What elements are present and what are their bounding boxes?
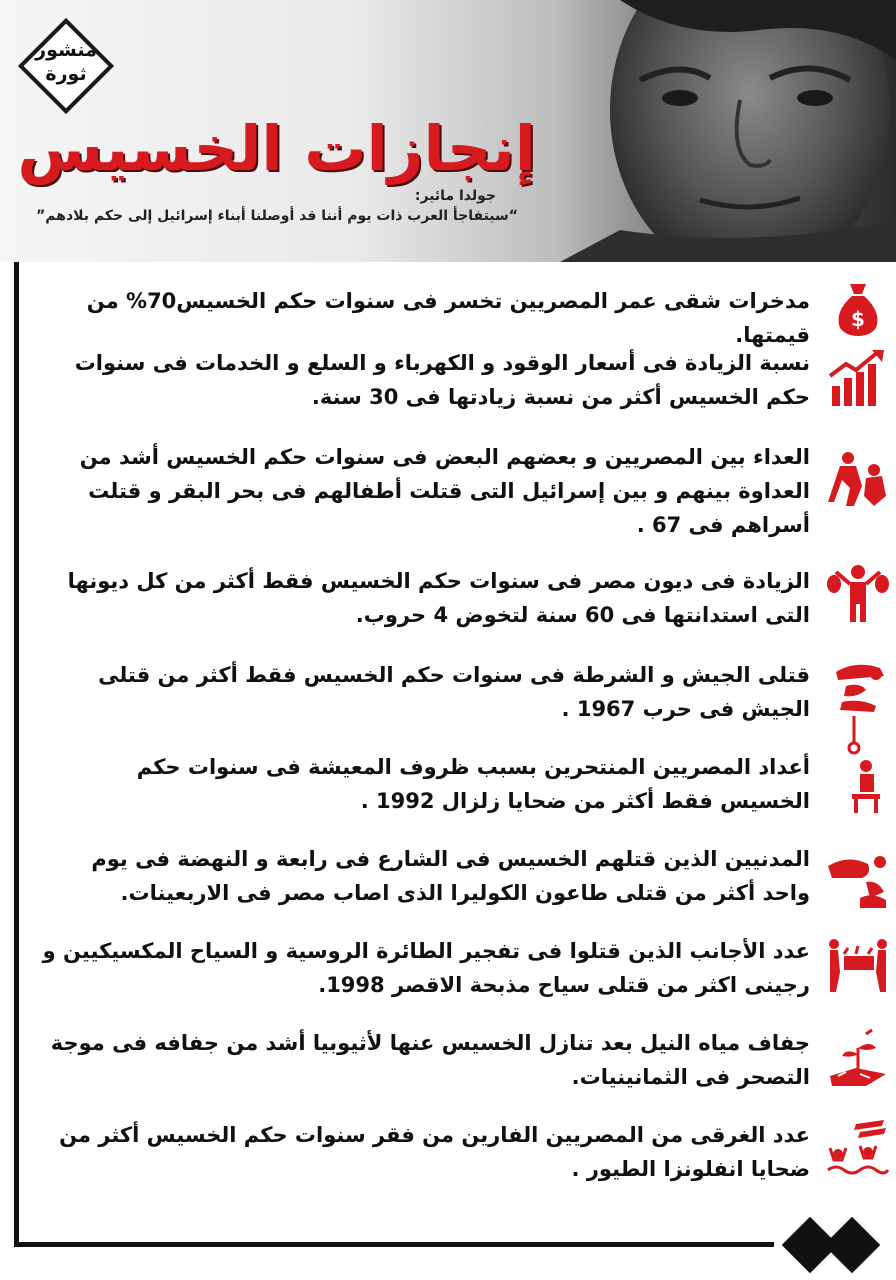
fighting-people-icon — [826, 446, 890, 510]
list-item-text: الزيادة فى ديون مصر فى سنوات حكم الخسيس فقط أكثر من كل ديونها التى استدانتها فى 60 سنة لتخوض 4 حروب. — [67, 569, 810, 627]
explosion-icon — [826, 930, 890, 994]
victims-icon — [826, 848, 890, 912]
drought-icon — [826, 1028, 890, 1092]
page-title: إنجازات الخسيس — [17, 112, 536, 185]
list-item-text: المدنيين الذين قتلهم الخسيس فى الشارع فى رابعة و النهضة فى يوم واحد أكثر من قتلى طاعون الكوليرا الذى اصاب مصر فى الاربعينات. — [91, 847, 810, 905]
svg-text:$: $ — [851, 307, 865, 331]
list-item-text: العداء بين المصريين و بعضهم البعض فى سنوات حكم الخسيس أشد من العداوة بينهم و بين إسرائيل التى قتلت أطفالهم فى بحر البقر و قتلت أسراهم فى 67 . — [79, 445, 810, 537]
debt-man-icon — [826, 560, 890, 624]
quote-author: جولدا مائير: — [414, 188, 496, 204]
logo-text: منشور ثورة — [35, 39, 97, 85]
list-item-text: نسبة الزيادة فى أسعار الوقود و الكهرباء و السلع و الخدمات فى سنوات حكم الخسيس أكثر من نسبة زيادتها فى 30 سنة. — [74, 351, 810, 409]
list-item-text: عدد الغرقى من المصريين الفارين من فقر سنوات حكم الخسيس أكثر من ضحايا انفلونزا الطيور . — [59, 1123, 810, 1181]
list-item-text: مدخرات شقى عمر المصريين تخسر فى سنوات حكم الخسيس70% من قيمتها. — [86, 289, 810, 347]
list-item-text: جفاف مياه النيل بعد تنازل الخسيس عنها لأثيوبيا أشد من جفافه فى موجة التصحر فى الثمانينيات. — [50, 1031, 810, 1089]
money-bag-icon — [826, 276, 890, 340]
suicide-icon — [826, 716, 890, 814]
fallen-soldier-icon — [826, 652, 890, 716]
rising-chart-icon — [826, 346, 890, 410]
list-item-text: عدد الأجانب الذين قتلوا فى تفجير الطائرة الروسية و السياح المكسيكيين و رجينى اكثر من قتلى سياح مذبحة الاقصر 1998. — [42, 939, 810, 997]
list-item-text: أعداد المصريين المنتحرين بسبب ظروف المعيشة فى سنوات حكم الخسيس فقط أكثر من ضحايا زلزال 1992 . — [136, 755, 810, 813]
drowning-icon — [826, 1118, 890, 1182]
list-item-text: قتلى الجيش و الشرطة فى سنوات حكم الخسيس فقط أكثر من قتلى الجيش فى حرب 1967 . — [98, 663, 810, 721]
quote-text: “سيتفاجأ العرب ذات يوم أننا قد أوصلنا أبناء إسرائيل إلى حكم بلادهم” — [36, 208, 518, 224]
